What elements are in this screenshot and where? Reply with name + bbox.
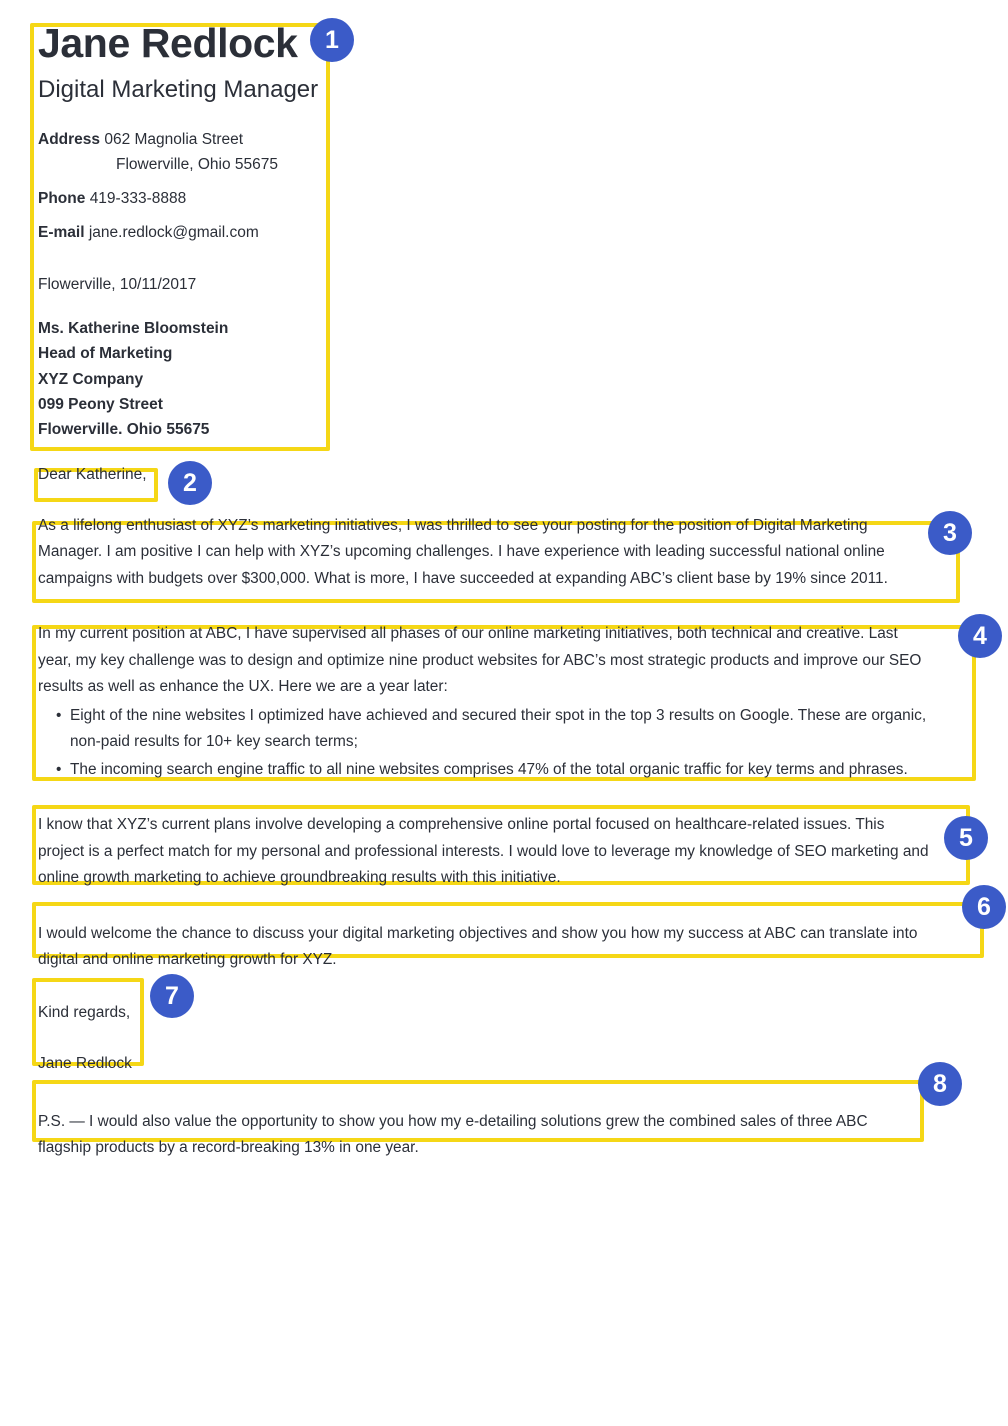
phone-label: Phone — [38, 189, 86, 207]
recipient-block — [38, 316, 978, 442]
contact-block — [38, 128, 978, 245]
contact-email-row — [38, 221, 978, 246]
address-label: Address — [38, 131, 101, 149]
annotation-badge-6: 6 — [962, 885, 1006, 929]
recipient-title: Head of Marketing — [38, 345, 173, 363]
recipient-city: Flowerville. Ohio 55675 — [38, 420, 210, 438]
paragraph-3: I know that XYZ’s current plans involve developing a comprehensive online portal focused on healthcare-related issues. This project is a perfect match for my personal and professional interests. I would love to leverage my knowledge of SEO marketing and online growth marketing to achieve groundbreaking results with this initiative. — [38, 816, 929, 887]
achievement-list — [38, 703, 934, 783]
annotation-badge-2: 2 — [168, 461, 212, 505]
recipient-street: 099 Peony Street — [38, 395, 163, 413]
paragraph-1: As a lifelong enthusiast of XYZ’s marketing initiatives, I was thrilled to see your posting for the position of Digital Marketing Manager. I am positive I can help with XYZ’s upcoming challenges. I have experience with leading successful national online campaigns with budgets over $300,000. What is more, I have succeeded at expanding ABC’s client base by 19% since 2011. — [38, 516, 888, 587]
phone-value: 419-333-8888 — [89, 189, 187, 207]
contact-address-row — [38, 128, 978, 178]
annotation-badge-4: 4 — [958, 614, 1002, 658]
email-value: jane.redlock@gmail.com — [88, 223, 259, 241]
annotation-badge-7: 7 — [150, 974, 194, 1018]
paragraph-2 — [38, 621, 934, 783]
list-item: • The incoming search engine traffic to all nine websites comprises 47% of the total organic traffic for key terms and phrases. — [56, 757, 934, 783]
annotation-badge-1: 1 — [310, 18, 354, 62]
annotation-badge-5: 5 — [944, 816, 988, 860]
list-item: • Eight of the nine websites I optimized have achieved and secured their spot in the top 3 results on Google. These are organic, non-paid results for 10+ key search terms; — [56, 703, 934, 756]
applicant-job-title: Digital Marketing Manager — [38, 76, 319, 104]
paragraph-2-intro: In my current position at ABC, I have supervised all phases of our online marketing initiatives, both technical and creative. Last year, my key challenge was to design and optimize nine product websites for ABC’s most strategic products and improve our SEO results as well as enhance the UX. Here we are a year later: — [38, 625, 922, 696]
signature-name: Jane Redlock — [38, 1054, 132, 1072]
salutation: Dear Katherine, — [38, 465, 147, 483]
closing-line: Kind regards, — [38, 1003, 131, 1021]
paragraph-4: I would welcome the chance to discuss your digital marketing objectives and show you how my success at ABC can translate into digital and online marketing growth for XYZ. — [38, 924, 918, 969]
email-label: E-mail — [38, 223, 85, 241]
annotation-badge-8: 8 — [918, 1062, 962, 1106]
date-line: Flowerville, 10/11/2017 — [38, 276, 197, 294]
address-line-2: Flowerville, Ohio 55675 — [116, 155, 278, 173]
address-line-1: 062 Magnolia Street — [104, 131, 244, 149]
applicant-name: Jane Redlock — [38, 20, 298, 66]
recipient-company: XYZ Company — [38, 370, 144, 388]
postscript: P.S. — I would also value the opportunity to show you how my e-detailing solutions grew the combined sales of three ABC flagship products by a record-breaking 13% in one year. — [38, 1112, 868, 1157]
contact-phone-row — [38, 187, 978, 212]
annotation-badge-3: 3 — [928, 511, 972, 555]
recipient-name: Ms. Katherine Bloomstein — [38, 320, 229, 338]
